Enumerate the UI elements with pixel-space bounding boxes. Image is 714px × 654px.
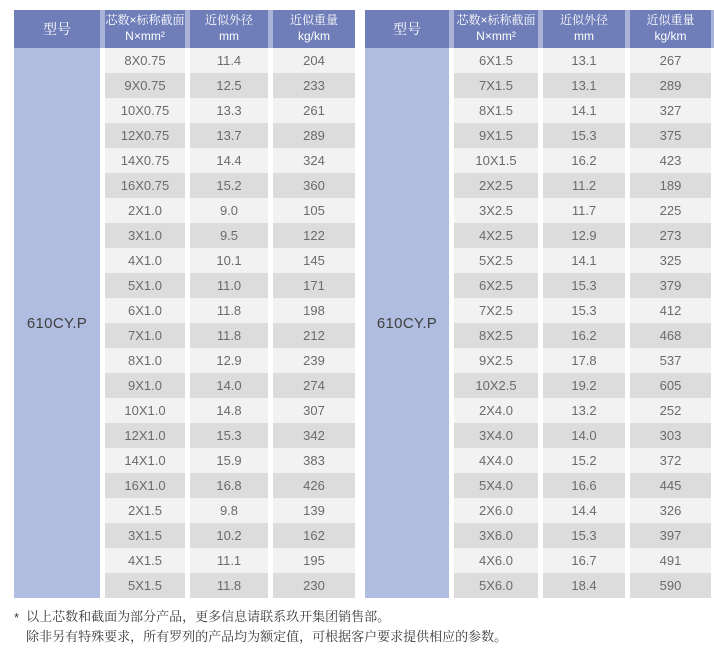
col-header-weight <box>273 10 355 48</box>
table-cell: 423 <box>630 148 711 173</box>
col-header-line1: 近似外径 <box>204 13 253 28</box>
table-cell: 379 <box>630 273 711 298</box>
column-outer-diameter <box>543 48 625 598</box>
table-cell: 12X0.75 <box>105 123 185 148</box>
table-cell: 16X1.0 <box>105 473 185 498</box>
table-cell: 10X1.0 <box>105 398 185 423</box>
table-body <box>14 48 355 598</box>
table-cell: 13.1 <box>543 73 625 98</box>
footnote <box>14 607 714 647</box>
table-cell: 537 <box>630 348 711 373</box>
table-cell: 11.8 <box>190 573 268 598</box>
table-cell: 6X2.5 <box>454 273 538 298</box>
table-cell: 4X2.5 <box>454 223 538 248</box>
table-cell: 8X1.0 <box>105 348 185 373</box>
table-cell: 16.7 <box>543 548 625 573</box>
table-cell: 7X1.0 <box>105 323 185 348</box>
table-cell: 233 <box>273 73 355 98</box>
table-cell: 375 <box>630 123 711 148</box>
table-cell: 12.9 <box>543 223 625 248</box>
table-cell: 15.9 <box>190 448 268 473</box>
table-cell: 195 <box>273 548 355 573</box>
table-cell: 230 <box>273 573 355 598</box>
table-cell: 16.6 <box>543 473 625 498</box>
table-header-row <box>365 10 714 48</box>
table-cell: 6X1.0 <box>105 298 185 323</box>
col-header-model: 型号 <box>14 10 100 48</box>
spec-table-left <box>14 10 355 598</box>
table-cell: 12X1.0 <box>105 423 185 448</box>
table-cell: 14.4 <box>190 148 268 173</box>
table-cell: 3X4.0 <box>454 423 538 448</box>
table-cell: 6X1.5 <box>454 48 538 73</box>
table-cell: 8X2.5 <box>454 323 538 348</box>
table-cell: 2X2.5 <box>454 173 538 198</box>
table-cell: 212 <box>273 323 355 348</box>
table-cell: 225 <box>630 198 711 223</box>
table-cell: 13.2 <box>543 398 625 423</box>
table-cell: 9.5 <box>190 223 268 248</box>
table-cell: 412 <box>630 298 711 323</box>
table-cell: 324 <box>273 148 355 173</box>
table-cell: 426 <box>273 473 355 498</box>
table-cell: 289 <box>273 123 355 148</box>
table-cell: 4X4.0 <box>454 448 538 473</box>
table-cell: 5X4.0 <box>454 473 538 498</box>
table-cell: 9X1.5 <box>454 123 538 148</box>
table-cell: 15.2 <box>190 173 268 198</box>
col-header-outer-diameter <box>543 10 625 48</box>
column-weight <box>273 48 355 598</box>
table-cell: 2X4.0 <box>454 398 538 423</box>
table-cell: 4X1.5 <box>105 548 185 573</box>
table-cell: 171 <box>273 273 355 298</box>
table-cell: 468 <box>630 323 711 348</box>
table-cell: 11.2 <box>543 173 625 198</box>
table-cell: 15.3 <box>543 523 625 548</box>
col-header-model: 型号 <box>365 10 449 48</box>
tables-container <box>14 10 714 598</box>
table-cell: 326 <box>630 498 711 523</box>
table-cell: 267 <box>630 48 711 73</box>
table-cell: 15.3 <box>543 298 625 323</box>
table-cell: 16.2 <box>543 323 625 348</box>
footnote-line-2: 除非另有特殊要求，所有罗列的产品均为额定值，可根据客户要求提供相应的参数。 <box>26 629 508 645</box>
table-cell: 15.3 <box>543 123 625 148</box>
table-cell: 9X1.0 <box>105 373 185 398</box>
table-cell: 13.7 <box>190 123 268 148</box>
table-cell: 18.4 <box>543 573 625 598</box>
footnote-text <box>26 607 507 647</box>
table-cell: 14.8 <box>190 398 268 423</box>
model-cell: 610CY.P <box>14 48 100 598</box>
table-cell: 14.4 <box>543 498 625 523</box>
table-cell: 3X1.5 <box>105 523 185 548</box>
table-cell: 14.1 <box>543 98 625 123</box>
table-cell: 372 <box>630 448 711 473</box>
footnote-asterisk: * <box>14 610 20 625</box>
table-cell: 4X6.0 <box>454 548 538 573</box>
table-cell: 590 <box>630 573 711 598</box>
table-cell: 10X1.5 <box>454 148 538 173</box>
table-cell: 5X2.5 <box>454 248 538 273</box>
col-header-line1: 近似外径 <box>559 13 608 28</box>
table-cell: 8X0.75 <box>105 48 185 73</box>
table-cell: 139 <box>273 498 355 523</box>
table-cell: 3X6.0 <box>454 523 538 548</box>
model-cell: 610CY.P <box>365 48 449 598</box>
table-cell: 3X2.5 <box>454 198 538 223</box>
table-cell: 13.1 <box>543 48 625 73</box>
table-cell: 325 <box>630 248 711 273</box>
table-cell: 3X1.0 <box>105 223 185 248</box>
table-cell: 145 <box>273 248 355 273</box>
table-cell: 14X0.75 <box>105 148 185 173</box>
table-cell: 122 <box>273 223 355 248</box>
col-header-line1: 芯数×标称截面 <box>456 13 536 28</box>
table-cell: 11.1 <box>190 548 268 573</box>
table-cell: 10.2 <box>190 523 268 548</box>
table-cell: 15.2 <box>543 448 625 473</box>
table-cell: 2X1.0 <box>105 198 185 223</box>
col-header-line2: N×mm² <box>125 29 165 43</box>
col-header-weight <box>630 10 711 48</box>
table-cell: 4X1.0 <box>105 248 185 273</box>
table-cell: 273 <box>630 223 711 248</box>
table-cell: 10X0.75 <box>105 98 185 123</box>
table-cell: 16.8 <box>190 473 268 498</box>
table-cell: 13.3 <box>190 98 268 123</box>
table-cell: 342 <box>273 423 355 448</box>
table-cell: 605 <box>630 373 711 398</box>
table-cell: 9.0 <box>190 198 268 223</box>
table-cell: 15.3 <box>190 423 268 448</box>
col-header-line2: mm <box>219 29 239 43</box>
spec-table-right <box>365 10 714 598</box>
table-cell: 383 <box>273 448 355 473</box>
table-cell: 14.0 <box>190 373 268 398</box>
table-cell: 198 <box>273 298 355 323</box>
table-cell: 261 <box>273 98 355 123</box>
footnote-line-1: 以上芯数和截面为部分产品，更多信息请联系玖开集团销售部。 <box>26 609 391 624</box>
table-cell: 9X2.5 <box>454 348 538 373</box>
table-cell: 397 <box>630 523 711 548</box>
table-cell: 10.1 <box>190 248 268 273</box>
col-header-cross-section <box>454 10 538 48</box>
table-cell: 2X1.5 <box>105 498 185 523</box>
table-cell: 11.7 <box>543 198 625 223</box>
table-cell: 274 <box>273 373 355 398</box>
table-cell: 14X1.0 <box>105 448 185 473</box>
table-cell: 5X6.0 <box>454 573 538 598</box>
table-cell: 11.0 <box>190 273 268 298</box>
col-header-line1: 近似重量 <box>289 13 338 28</box>
table-cell: 11.8 <box>190 298 268 323</box>
col-header-outer-diameter <box>190 10 268 48</box>
column-outer-diameter <box>190 48 268 598</box>
table-cell: 252 <box>630 398 711 423</box>
table-cell: 14.1 <box>543 248 625 273</box>
table-cell: 5X1.0 <box>105 273 185 298</box>
column-cross-section <box>105 48 185 598</box>
col-header-line1: 近似重量 <box>646 13 695 28</box>
col-header-line2: N×mm² <box>476 29 516 43</box>
table-cell: 162 <box>273 523 355 548</box>
column-cross-section <box>454 48 538 598</box>
table-cell: 16X0.75 <box>105 173 185 198</box>
col-header-line2: kg/km <box>297 29 330 43</box>
table-cell: 12.5 <box>190 73 268 98</box>
table-cell: 303 <box>630 423 711 448</box>
table-cell: 239 <box>273 348 355 373</box>
table-cell: 491 <box>630 548 711 573</box>
table-cell: 307 <box>273 398 355 423</box>
table-cell: 7X2.5 <box>454 298 538 323</box>
col-header-line2: kg/km <box>654 29 687 43</box>
table-cell: 12.9 <box>190 348 268 373</box>
table-cell: 204 <box>273 48 355 73</box>
table-cell: 17.8 <box>543 348 625 373</box>
col-header-cross-section <box>105 10 185 48</box>
table-cell: 11.8 <box>190 323 268 348</box>
table-cell: 327 <box>630 98 711 123</box>
table-cell: 16.2 <box>543 148 625 173</box>
table-cell: 189 <box>630 173 711 198</box>
col-header-line2: mm <box>574 29 594 43</box>
table-cell: 14.0 <box>543 423 625 448</box>
table-cell: 445 <box>630 473 711 498</box>
table-cell: 2X6.0 <box>454 498 538 523</box>
table-body <box>365 48 714 598</box>
table-cell: 105 <box>273 198 355 223</box>
table-cell: 9X0.75 <box>105 73 185 98</box>
table-cell: 7X1.5 <box>454 73 538 98</box>
table-cell: 5X1.5 <box>105 573 185 598</box>
col-header-line1: 芯数×标称截面 <box>105 13 185 28</box>
table-header-row <box>14 10 355 48</box>
table-cell: 10X2.5 <box>454 373 538 398</box>
table-cell: 15.3 <box>543 273 625 298</box>
table-cell: 19.2 <box>543 373 625 398</box>
table-cell: 289 <box>630 73 711 98</box>
table-cell: 11.4 <box>190 48 268 73</box>
table-cell: 9.8 <box>190 498 268 523</box>
table-cell: 8X1.5 <box>454 98 538 123</box>
column-weight <box>630 48 711 598</box>
table-cell: 360 <box>273 173 355 198</box>
